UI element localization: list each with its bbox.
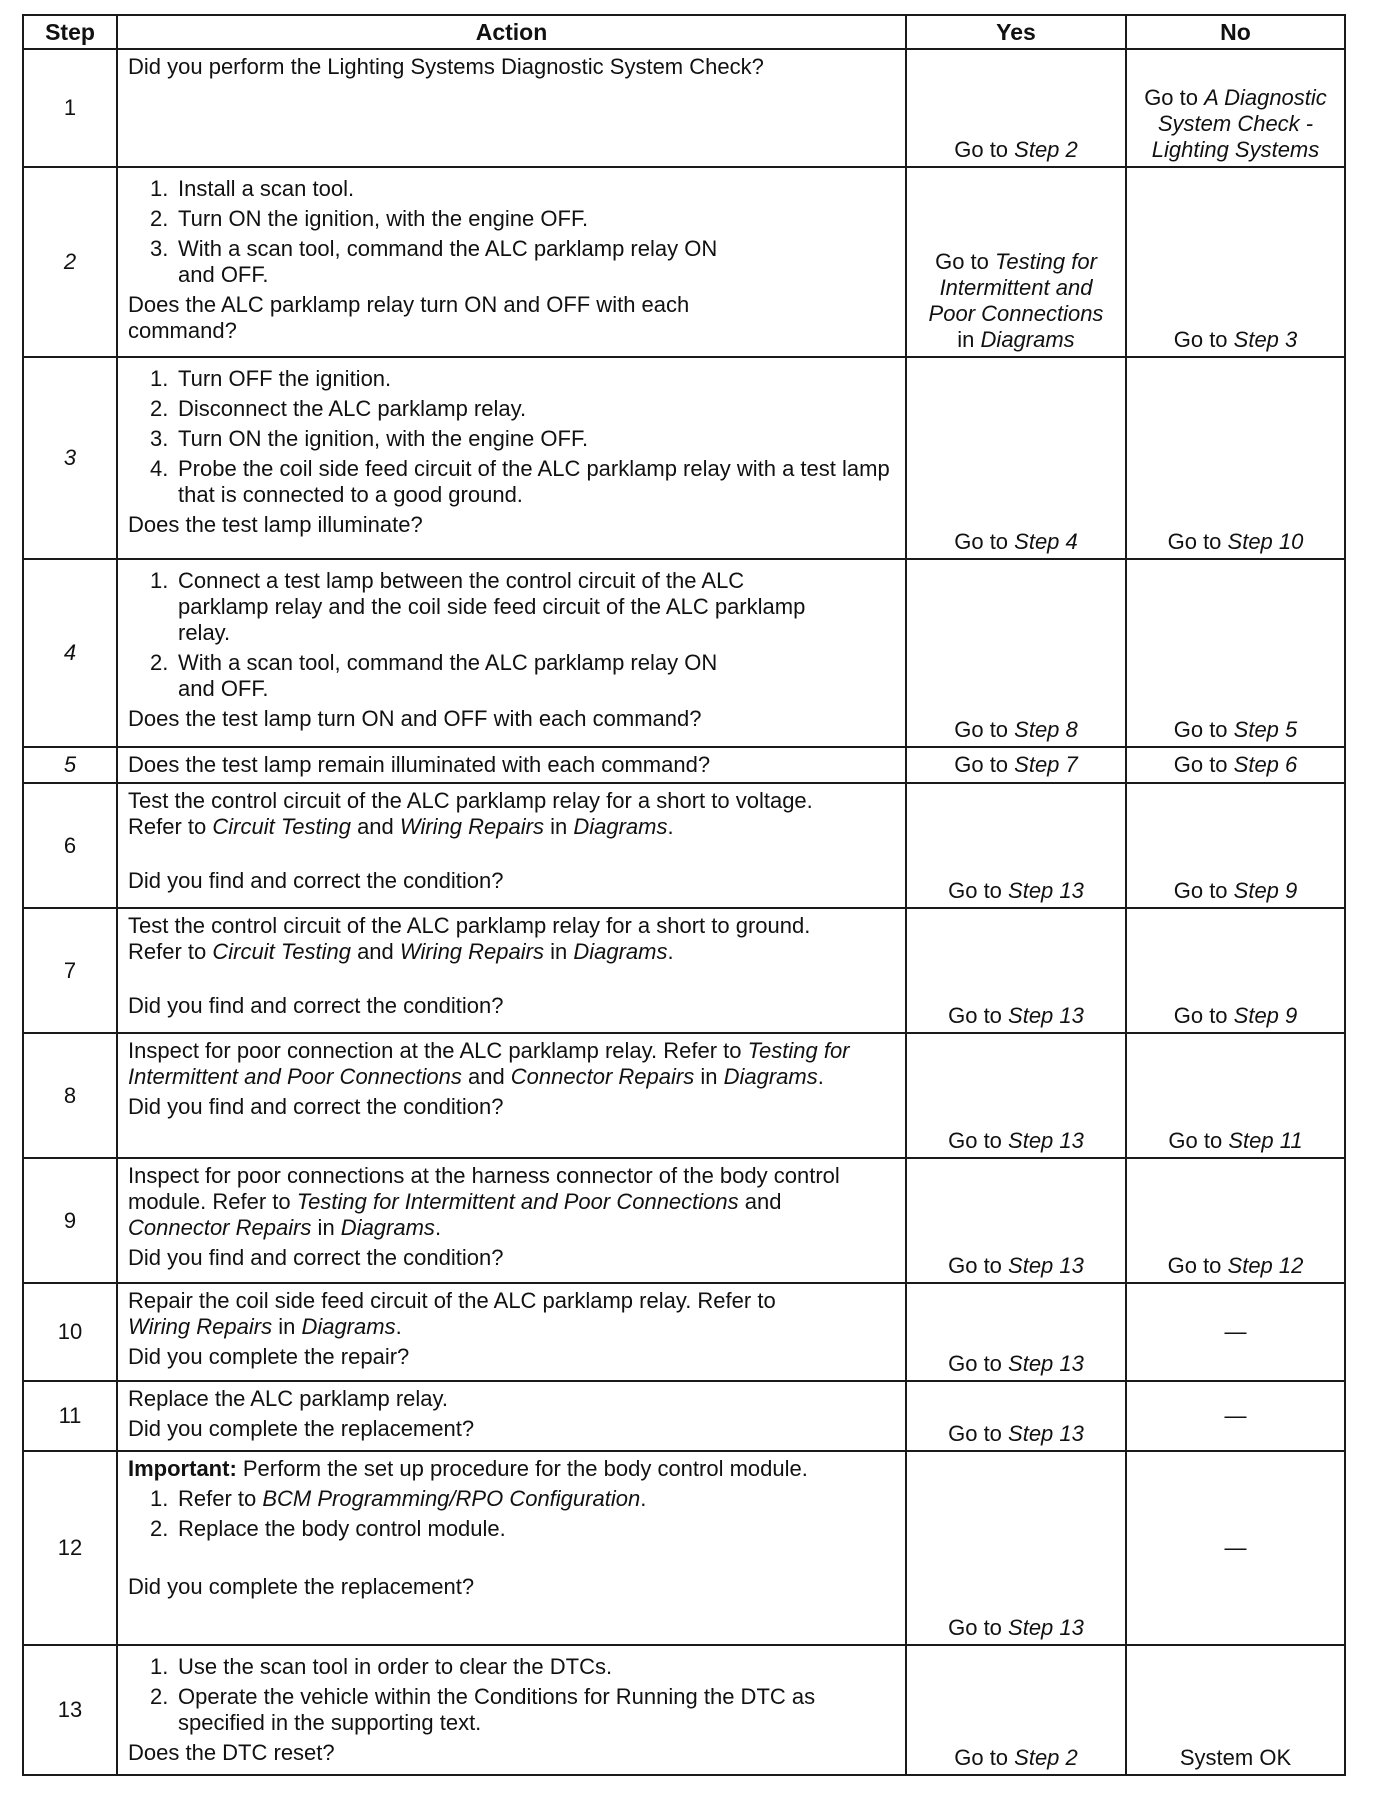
action-cell [117, 783, 906, 908]
no-cell: Go to Step 9 [1126, 783, 1345, 908]
no-link[interactable]: A Diagnostic System Check - Lighting Systems [1151, 85, 1327, 162]
action-question: Did you find and correct the condition? [128, 1245, 504, 1270]
no-cell [1126, 1283, 1345, 1381]
ref-link[interactable]: Diagrams [340, 1215, 435, 1240]
action-instruction: Test the control circuit of the ALC parklamp relay for a short to ground. Refer to Circuit Testing and Wiring Repairs in Diagrams. [128, 913, 811, 964]
no-link[interactable]: Step 11 [1228, 1128, 1303, 1153]
no-link[interactable]: Step 5 [1233, 717, 1298, 742]
ref-link[interactable]: Testing for Intermittent and Poor Connections [128, 1038, 850, 1089]
ref-link[interactable]: Circuit Testing [212, 814, 351, 839]
action-cell [117, 167, 906, 357]
action-question: Does the ALC parklamp relay turn ON and OFF with each command? [128, 292, 690, 343]
action-cell [117, 49, 906, 167]
no-cell: Go to Step 9 [1126, 908, 1345, 1033]
yes-link[interactable]: Step 2 [1014, 1745, 1078, 1770]
list-item: 1. Refer to BCM Programming/RPO Configuration. [150, 1486, 647, 1511]
no-link[interactable]: Step 6 [1233, 752, 1298, 777]
step-number: 11 [23, 1381, 117, 1451]
yes-link[interactable]: Step 13 [1008, 1128, 1084, 1153]
ref-link[interactable]: Testing for Intermittent and Poor Connections [296, 1189, 739, 1214]
ref-link[interactable]: Wiring Repairs [128, 1314, 273, 1339]
action-question: Did you find and correct the condition? [128, 868, 504, 893]
step-number: 9 [23, 1158, 117, 1283]
yes-link[interactable]: Step 2 [1014, 137, 1078, 162]
list-item: 4. Probe the coil side feed circuit of the ALC parklamp relay with a test lamp that is connected to a good ground. [150, 456, 890, 507]
header-row [23, 15, 1345, 49]
table-row [23, 357, 1345, 559]
action-question: Did you find and correct the condition? [128, 993, 504, 1018]
action-instruction: Replace the ALC parklamp relay. [128, 1386, 448, 1411]
yes-cell: Go to Step 13 [906, 783, 1126, 908]
no-dash: — [1224, 1535, 1247, 1560]
no-cell [1126, 1645, 1345, 1775]
action-cell [117, 1158, 906, 1283]
action-cell [117, 357, 906, 559]
list-item: 3. With a scan tool, command the ALC parklamp relay ON and OFF. [150, 236, 718, 287]
ref-link[interactable]: BCM Programming/RPO Configuration [262, 1486, 641, 1511]
no-prefix: Go to [1144, 85, 1205, 110]
no-cell: Go to Step 11 [1126, 1033, 1345, 1158]
no-link[interactable]: Step 12 [1227, 1253, 1304, 1278]
action-question: Does the test lamp turn ON and OFF with each command? [128, 706, 702, 731]
list-item: 2. With a scan tool, command the ALC parklamp relay ON and OFF. [150, 650, 718, 701]
action-question: Did you complete the replacement? [128, 1574, 475, 1599]
action-question: Did you perform the Lighting Systems Diagnostic System Check? [128, 54, 764, 79]
yes-link[interactable]: Step 13 [1008, 1421, 1084, 1446]
no-cell: Go to Step 5 [1126, 559, 1345, 747]
step-number: 8 [23, 1033, 117, 1158]
action-cell [117, 559, 906, 747]
action-question: Did you find and correct the condition? [128, 1094, 504, 1119]
yes-cell: Go to Step 13 [906, 1033, 1126, 1158]
table-row [23, 559, 1345, 747]
ref-link[interactable]: Diagrams [723, 1064, 818, 1089]
action-question: Did you complete the replacement? [128, 1416, 475, 1441]
step-number: 1 [23, 49, 117, 167]
no-link[interactable]: Step 9 [1233, 878, 1298, 903]
list-item: 3. Turn ON the ignition, with the engine OFF. [150, 426, 589, 451]
yes-cell: Go to Step 13 [906, 1381, 1126, 1451]
step-number: 5 [23, 747, 117, 783]
yes-link[interactable]: Step 4 [1014, 529, 1078, 554]
action-question: Does the test lamp remain illuminated with each command? [128, 752, 711, 777]
yes-cell: Go to Testing for Intermittent and Poor Connections in Diagrams [906, 167, 1126, 357]
step-number: 6 [23, 783, 117, 908]
action-cell [117, 747, 906, 783]
action-question: Did you complete the repair? [128, 1344, 410, 1369]
table-row [23, 908, 1345, 1033]
ref-link[interactable]: Diagrams [573, 939, 668, 964]
yes-cell: Go to Step 13 [906, 1158, 1126, 1283]
diagnostic-table-container [22, 14, 1344, 1776]
action-instruction: Inspect for poor connections at the harness connector of the body control module. Refer to Testing for Intermittent and Poor Connections and Connector Repairs in Diagrams. [128, 1163, 840, 1240]
step-number: 13 [23, 1645, 117, 1775]
yes-cell: Go to Step 8 [906, 559, 1126, 747]
step-number: 12 [23, 1451, 117, 1645]
yes-cell: Go to Step 13 [906, 1283, 1126, 1381]
yes-cell: Go to Step 13 [906, 908, 1126, 1033]
no-cell: Go to Step 12 [1126, 1158, 1345, 1283]
no-cell: Go to Step 6 [1126, 747, 1345, 783]
list-item: 1. Install a scan tool. [150, 176, 355, 201]
action-instruction: Inspect for poor connection at the ALC parklamp relay. Refer to Testing for Intermittent and Poor Connections and Connector Repairs in Diagrams. [128, 1038, 850, 1089]
important-label: Important: [128, 1456, 237, 1481]
action-question: Does the test lamp illuminate? [128, 512, 423, 537]
yes-cell: Go to Step 7 [906, 747, 1126, 783]
yes-cell: Go to Step 13 [906, 1451, 1126, 1645]
yes-link[interactable]: Step 7 [1014, 752, 1078, 777]
no-cell: Go to Step 10 [1126, 357, 1345, 559]
action-cell [117, 908, 906, 1033]
ref-link[interactable]: Diagrams [573, 814, 668, 839]
yes-link-diagrams[interactable]: Diagrams [980, 327, 1075, 352]
table-row [23, 1033, 1345, 1158]
table-row [23, 1645, 1345, 1775]
no-result: System OK [1179, 1745, 1292, 1770]
ref-link[interactable]: Wiring Repairs [399, 814, 544, 839]
table-row [23, 49, 1345, 167]
table-row [23, 747, 1345, 783]
no-link[interactable]: Step 10 [1227, 529, 1304, 554]
table-row [23, 167, 1345, 357]
yes-link[interactable]: Step 13 [1008, 878, 1084, 903]
ref-link[interactable]: Wiring Repairs [399, 939, 544, 964]
table-row [23, 1451, 1345, 1645]
ref-link[interactable]: Diagrams [301, 1314, 396, 1339]
list-item: 1. Use the scan tool in order to clear the DTCs. [150, 1654, 613, 1679]
step-number: 3 [23, 357, 117, 559]
list-item: 2. Disconnect the ALC parklamp relay. [150, 396, 527, 421]
action-question: Does the DTC reset? [128, 1740, 335, 1765]
step-number: 4 [23, 559, 117, 747]
action-cell [117, 1283, 906, 1381]
header-yes: Yes [906, 15, 1126, 49]
yes-link[interactable]: Testing for Intermittent and Poor Connections [928, 249, 1104, 326]
table-row [23, 1158, 1345, 1283]
list-item: 1. Turn OFF the ignition. [150, 366, 392, 391]
diagnostic-table [22, 14, 1346, 1776]
yes-link[interactable]: Step 8 [1014, 717, 1078, 742]
yes-link[interactable]: Step 13 [1008, 1253, 1084, 1278]
action-instruction: Repair the coil side feed circuit of the ALC parklamp relay. Refer to Wiring Repairs in Diagrams. [128, 1288, 776, 1339]
yes-link[interactable]: Step 13 [1008, 1003, 1084, 1028]
step-number: 2 [23, 167, 117, 357]
no-link[interactable]: Step 9 [1233, 1003, 1298, 1028]
yes-link[interactable]: Step 13 [1008, 1615, 1084, 1640]
no-link[interactable]: Step 3 [1233, 327, 1298, 352]
no-cell [1126, 1451, 1345, 1645]
no-dash: — [1224, 1403, 1247, 1428]
yes-cell: Go to Step 2 [906, 1645, 1126, 1775]
yes-cell [906, 49, 1126, 167]
no-cell [1126, 1381, 1345, 1451]
action-cell [117, 1645, 906, 1775]
list-item: 2. Operate the vehicle within the Conditions for Running the DTC as specified in the supporting text. [150, 1684, 816, 1735]
important-note: Important: Perform the set up procedure for the body control module. [128, 1456, 808, 1481]
no-cell: Go to Step 3 [1126, 167, 1345, 357]
list-item: 2. Replace the body control module. [150, 1516, 506, 1541]
ref-link[interactable]: Connector Repairs [510, 1064, 695, 1089]
list-item: 1. Connect a test lamp between the control circuit of the ALC parklamp relay and the coil side feed circuit of the ALC parklamp relay. [150, 568, 806, 645]
table-row [23, 783, 1345, 908]
yes-cell: Go to Step 4 [906, 357, 1126, 559]
action-cell [117, 1451, 906, 1645]
action-cell [117, 1381, 906, 1451]
table-row [23, 1283, 1345, 1381]
action-instruction: Test the control circuit of the ALC parklamp relay for a short to voltage. Refer to Circuit Testing and Wiring Repairs in Diagrams. [128, 788, 813, 839]
header-no: No [1126, 15, 1345, 49]
ref-link[interactable]: Connector Repairs [128, 1215, 312, 1240]
action-cell [117, 1033, 906, 1158]
step-number: 7 [23, 908, 117, 1033]
step-number: 10 [23, 1283, 117, 1381]
yes-link[interactable]: Step 13 [1008, 1351, 1084, 1376]
yes-prefix: Go to [954, 137, 1015, 162]
header-step: Step [23, 15, 117, 49]
header-action: Action [117, 15, 906, 49]
ref-link[interactable]: Circuit Testing [212, 939, 351, 964]
list-item: 2. Turn ON the ignition, with the engine OFF. [150, 206, 589, 231]
no-dash: — [1224, 1319, 1247, 1344]
no-cell [1126, 49, 1345, 167]
table-row [23, 1381, 1345, 1451]
